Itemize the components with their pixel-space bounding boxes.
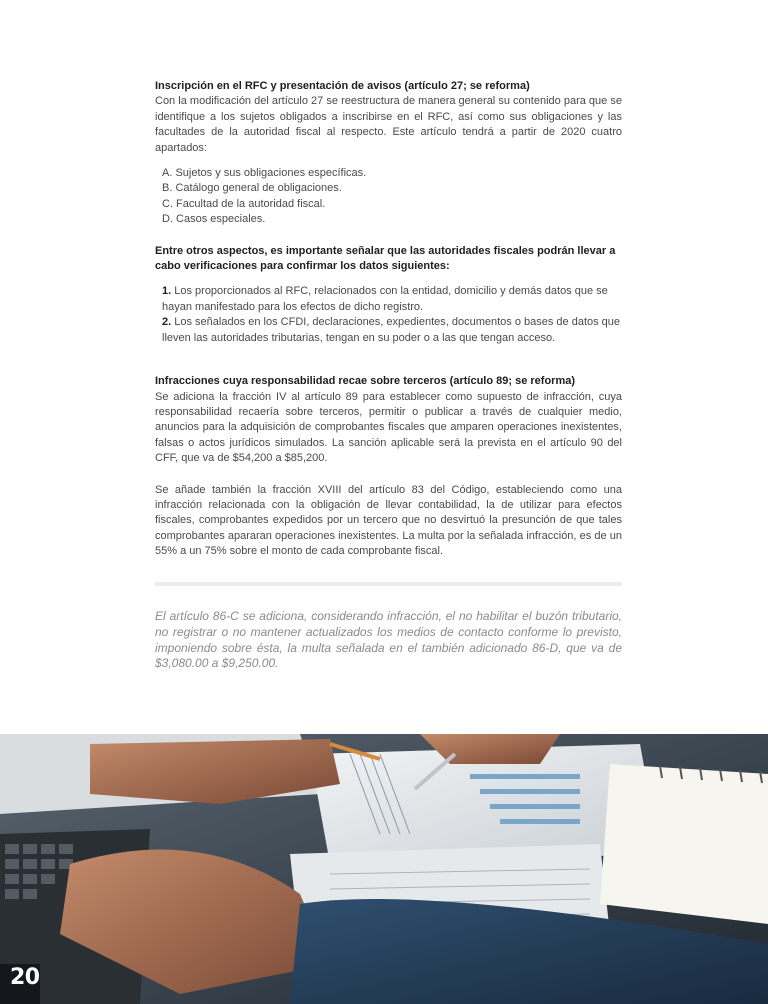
item-text: Los proporcionados al RFC, relacionados con la entidad, domicilio y demás datos que se hayan manifestado para los efectos de dicho registro. <box>162 285 608 313</box>
item-number: 1. <box>162 285 172 298</box>
article-body <box>155 79 622 560</box>
list-item <box>162 284 622 315</box>
paragraph-infracciones-1: Se adiciona la fracción IV al artículo 89 para establecer como supuesto de infracción, cuya responsabilidad recaería sobre terceros, permitir o publicar a través de cualquier medio, anuncios para la adquisición de comprobantes fiscales que amparen operaciones inexistentes, falsas o actos jurídicos simulados. La sanción aplicable será la prevista en el artículo 90 del CFF, que va de $54,200 a $85,200. <box>155 390 622 465</box>
section-heading-verificaciones: Entre otros aspectos, es importante señalar que las autoridades fiscales podrán llevar a cabo verificaciones para confirmar los datos siguientes: <box>155 244 616 273</box>
divider <box>155 582 622 586</box>
paragraph-rfc: Con la modificación del artículo 27 se reestructura de manera general su contenido para que se identifique a los sujetos obligados a inscribirse en el RFC, así como sus obligaciones y las facultades de la autoridad fiscal al respecto. Este artículo tendrá a partir de 2020 cuatro apartados: <box>155 95 622 154</box>
section-heading-infracciones: Infracciones cuya responsabilidad recae sobre terceros (artículo 89; se reforma) <box>155 375 576 388</box>
pull-quote: El artículo 86-C se adiciona, considerando infracción, el no habilitar el buzón tributario, no registrar o no mantener actualizados los medios de contacto conforme lo previsto, imponiendo sobre ésta, la multa señalada en el también adicionado 86-D, que va de $3,080.00 a $9,250.00. <box>155 609 622 671</box>
photo-illustration <box>0 734 768 1004</box>
list-apartados <box>162 166 622 228</box>
item-number: 2. <box>162 316 172 329</box>
item-text: Los señalados en los CFDI, declaraciones, expedientes, documentos o bases de datos que lleven las autoridades tributarias, tengan en su poder o a las que tengan acceso. <box>162 316 621 344</box>
numbered-list <box>162 284 622 346</box>
page-number: 20 <box>10 965 40 990</box>
section-heading-rfc: Inscripción en el RFC y presentación de avisos (artículo 27; se reforma) <box>155 80 530 92</box>
office-desk-photo <box>0 734 768 1004</box>
list-item: B. Catálogo general de obligaciones. <box>162 182 342 195</box>
list-item <box>162 315 622 346</box>
list-item: D. Casos especiales. <box>162 213 266 226</box>
paragraph-infracciones-2: Se añade también la fracción XVIII del artículo 83 del Código, estableciendo como una infracción relacionada con la obligación de llevar contabilidad, la de utilizar para efectos fiscales, comprobantes expedidos por un tercero que no desvirtuó la presunción de que tales comprobantes apararan operaciones inexistentes. La multa por la señalada infracción, es de un 55% a un 75% sobre el monto de cada comprobante fiscal. <box>155 483 622 558</box>
list-item: C. Facultad de la autoridad fiscal. <box>162 197 326 210</box>
list-item: A. Sujetos y sus obligaciones específicas. <box>162 167 367 180</box>
